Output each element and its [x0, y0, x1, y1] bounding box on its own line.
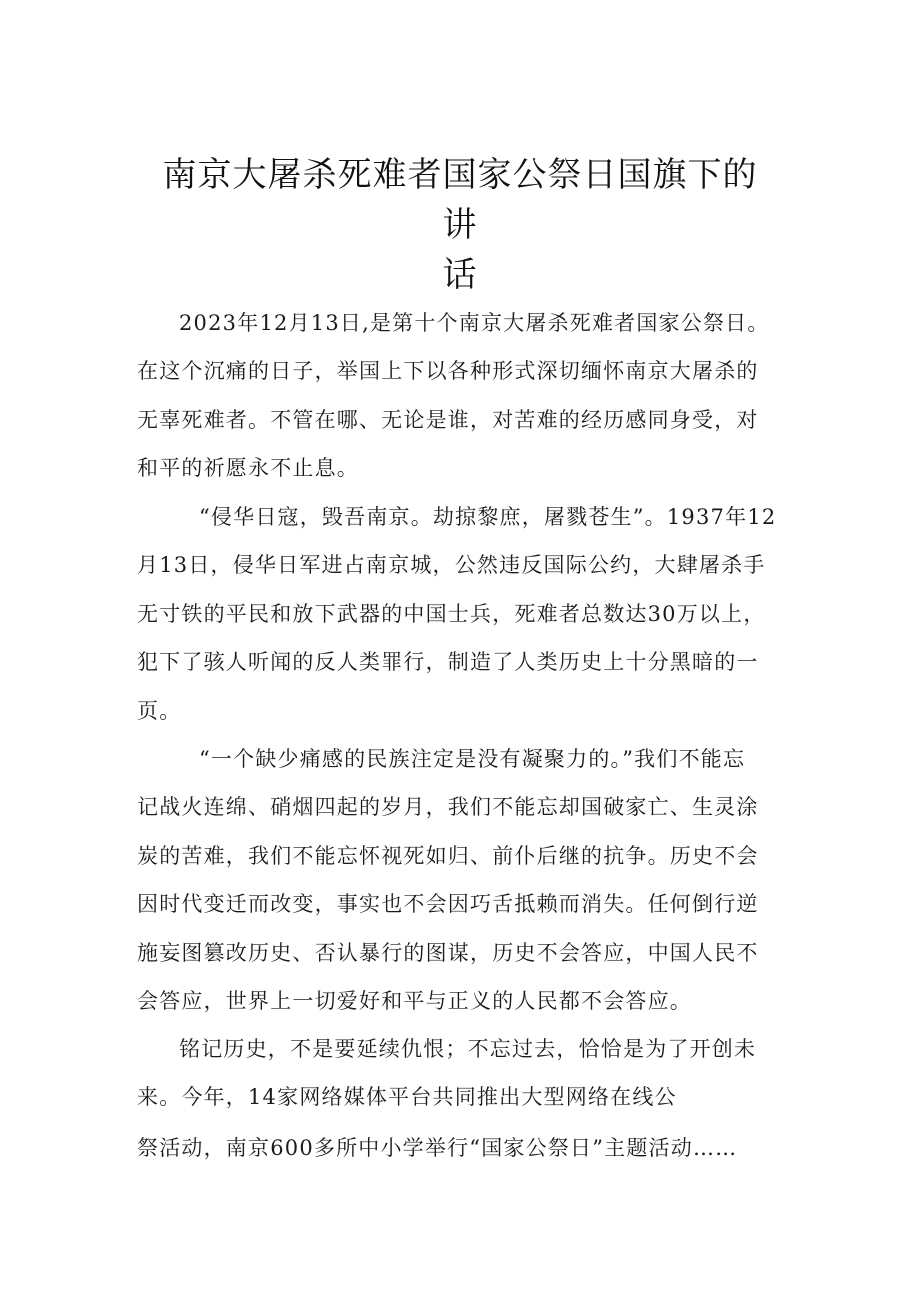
paragraph-line: 无寸铁的平民和放下武器的中国士兵，死难者总数达30万以上， [137, 601, 766, 626]
paragraph-line: 2023年12月13日,是第十个南京大屠杀死难者国家公祭日。 [179, 311, 770, 335]
paragraph-5 [137, 1124, 795, 1172]
paragraph-4 [137, 1025, 795, 1122]
document-title [150, 150, 770, 300]
title-line-2: 话 [442, 255, 478, 295]
paragraph-line: 和平的祈愿永不止息。 [137, 456, 359, 481]
paragraph-line: 会答应，世界上一切爱好和平与正义的人民都不会答应。 [137, 988, 692, 1013]
paragraph-line: 记战火连绵、硝烟四起的岁月，我们不能忘却国破家亡、生灵涂 [137, 795, 759, 820]
paragraph-line: 无辜死难者。不管在哪、无论是谁，对苦难的经历感同身受，对 [137, 407, 759, 432]
paragraph-line: 在这个沉痛的日子，举国上下以各种形式深切缅怀南京大屠杀的 [137, 359, 759, 384]
paragraph-line: 炭的苦难，我们不能忘怀视死如归、前仆后继的抗争。历史不会 [137, 843, 759, 868]
paragraph-line: “一个缺少痛感的民族注定是没有凝聚力的。”我们不能忘 [199, 747, 746, 771]
paragraph-1 [137, 299, 795, 493]
paragraph-2 [137, 493, 795, 735]
paragraph-line: 月13日，侵华日军进占南京城，公然违反国际公约，大肆屠杀手 [137, 553, 766, 578]
paragraph-line: 铭记历史，不是要延续仇恨；不忘过去，恰恰是为了开创未 [179, 1037, 757, 1061]
paragraph-line: 来。今年，14家网络媒体平台共同推出大型网络在线公 [137, 1085, 677, 1110]
paragraph-line: 祭活动，南京600多所中小学举行“国家公祭日”主题活动…… [137, 1136, 738, 1160]
paragraph-line: 页。 [137, 698, 182, 723]
paragraph-3 [137, 735, 795, 1025]
paragraph-line: “侵华日寇，毁吾南京。劫掠黎庶，屠戮苍生”。1937年12 [199, 505, 777, 529]
paragraph-line: 施妄图篡改历史、否认暴行的图谋，历史不会答应，中国人民不 [137, 940, 759, 965]
title-line-1: 南京大屠杀死难者国家公祭日国旗下的讲 [162, 155, 758, 245]
paragraph-line: 因时代变迁而改变，事实也不会因巧舌抵赖而消失。任何倒行逆 [137, 892, 759, 917]
paragraph-line: 犯下了骇人听闻的反人类罪行，制造了人类历史上十分黑暗的一 [137, 650, 759, 675]
